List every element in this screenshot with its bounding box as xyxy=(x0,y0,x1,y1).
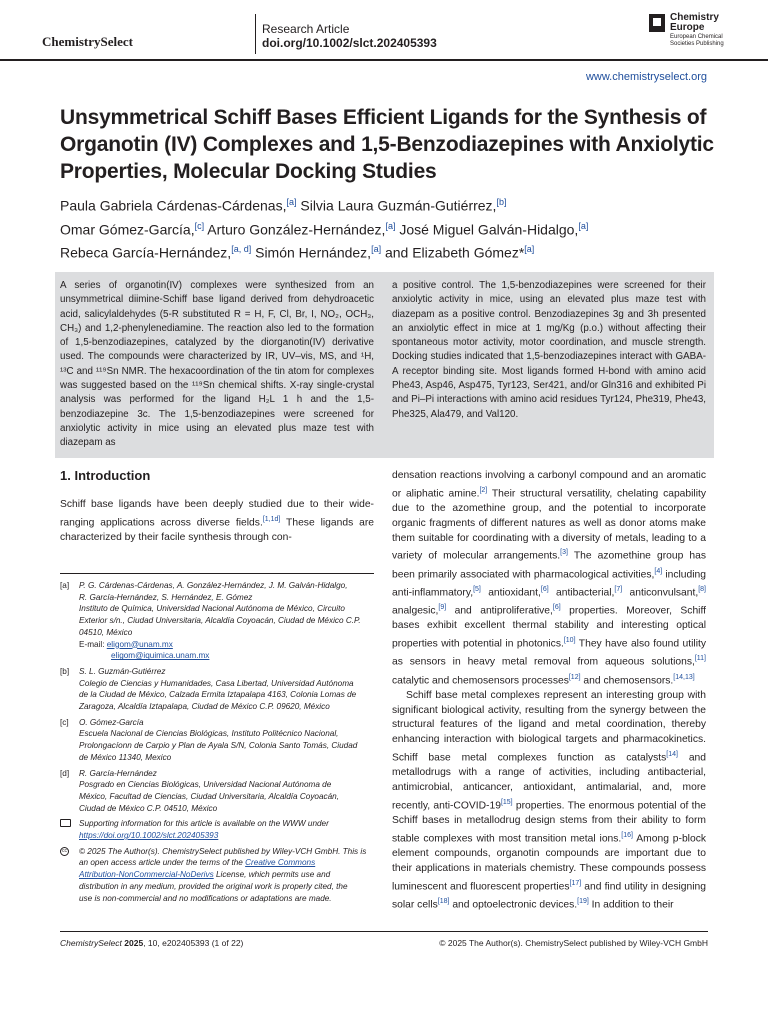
email-link[interactable]: eligom@iquimica.unam.mx xyxy=(111,651,210,661)
article-type: Research Article xyxy=(262,22,350,36)
creative-commons-icon: cc xyxy=(62,847,67,854)
section-heading-introduction: 1. Introduction xyxy=(60,468,151,483)
footer-rule xyxy=(60,931,708,932)
citation[interactable]: [5] xyxy=(473,585,481,593)
license-note: cc © 2025 The Author(s). ChemistrySelect published by Wiley-VCH GmbH. This is an open access article under the terms of the Creative Commons Attribution-NonCommercial-NoDerivs License, which permits use and distribution in any medium, provided the original work is properly cited, the use is non-commercial and no modifications or adaptations are made. xyxy=(62,846,367,903)
publisher-name: Chemistry Europe xyxy=(670,12,719,33)
affiliation-ref[interactable]: [a] xyxy=(578,220,589,231)
author-name: and Elizabeth Gómez* xyxy=(384,244,525,261)
citation[interactable]: [14,13] xyxy=(673,673,695,681)
affiliation-ref[interactable]: [a] xyxy=(371,244,382,255)
affiliation-label: [c] xyxy=(60,717,69,727)
footnote-rule xyxy=(60,573,374,574)
intro-right-column xyxy=(392,469,706,913)
abstract-right-column: a positive control. The 1,5-benzodiazepines were screened for their anxiolytic activity in mice, using an elevated plus maze test with diazepam as a positive control. Benzodiazepines 3g and 3h presented an anxiolytic effect in mice at 1 mg/Kg (p.o.) without affecting their spontaneous motor activity, motor coordination, and muscle strength. Docking studies indicated that 1,5-benzodiazepines interact with GABA-A receptor binding site. Most ligands formed H-bond with amino acid Phe43, Asp46, Asp475, Tyr123, Ser421, and/or Gln316 and exhibited Pi and Pi–Pi interactions with amino acid residues Tyr124, Phe319, Phe43, Phe325, Ala479, and Val120. xyxy=(392,280,706,420)
author-name: Silvia Laura Guzmán-Gutiérrez, xyxy=(300,197,497,214)
citation[interactable]: [16] xyxy=(621,831,633,839)
affiliation-ref[interactable]: [a, d] xyxy=(231,244,252,255)
doi-link[interactable]: doi.org/10.1002/slct.202405393 xyxy=(262,36,437,50)
journal-name: ChemistrySelect xyxy=(42,34,133,49)
citation[interactable]: [12] xyxy=(568,673,581,681)
author-name: Omar Gómez-García, xyxy=(60,221,195,238)
citation[interactable]: [15] xyxy=(500,798,513,806)
citation[interactable]: [9] xyxy=(438,604,447,612)
header-divider xyxy=(255,14,256,54)
footnotes xyxy=(60,580,378,908)
citation[interactable]: [1,1d] xyxy=(262,515,281,523)
affiliation-ref[interactable]: [a] xyxy=(385,220,396,231)
citation[interactable]: [19] xyxy=(577,897,589,905)
affiliation-b: [b] S. L. Guzmán-Gutiérrez Colegio de Ciencias y Humanidades, Casa Libertad, Universidad Autónoma de la Ciudad de México, Calzada Ermita Iztapalapa 4163, Colonia Lomas de Zaragoza, Alcaldía Iztapalapa, Ciudad de México C.P. 09620, México xyxy=(60,666,357,712)
citation[interactable]: [10] xyxy=(563,637,576,645)
citation[interactable]: [6] xyxy=(552,604,561,612)
computer-icon xyxy=(60,819,71,827)
author-name: Arturo González-Hernández, xyxy=(207,221,386,238)
author-name: Rebeca García-Hernández, xyxy=(60,244,232,261)
supporting-info-link[interactable]: https://doi.org/10.1002/slct.202405393 xyxy=(79,831,219,841)
citation[interactable]: [17] xyxy=(569,879,582,887)
supporting-info-note: Supporting information for this article is available on the WWW under https://doi.org/10.1002/slct.202405393 xyxy=(60,818,378,841)
author-list xyxy=(60,192,720,263)
author-name: Paula Gabriela Cárdenas-Cárdenas, xyxy=(60,197,287,214)
intro-paragraph: Schiff base ligands have been deeply studied due to their wide-ranging applications across diverse fields.[1,1d] These ligands are characterized by their facile synthesis through con- xyxy=(60,499,375,544)
affiliation-label: [d] xyxy=(60,768,70,778)
citation[interactable]: [14] xyxy=(666,750,678,758)
article-title: Unsymmetrical Schiff Bases Efficient Ligands for the Synthesis of Organotin (IV) Complexes and 1,5-Benzodiazepines with Anxiolytic Properties, Molecular Docking Studies xyxy=(60,106,714,183)
intro-paragraph: Schiff base metal complexes represent an interesting group with significant biological activity, resulting from the synergy between the structural features of the ligand and metal coordination, thereby enhancing interaction with biological targets and pharmacokinetics. Schiff base metal complexes function as catalysts[14] and metallodrugs with a range of activities, including antibacterial, antimicrobial, anticancer, antioxidant, antimalarial, and, more recently, anti-COVID-19[15] properties. The enormous potential of the Schiff bases in metallodrug design stems from their ability to form stable complexes with most transition metal ions.[16] Among p-block element compounds, organotin compounds are important due to their applications in materials chemistry. These compounds possess luminescent and fluorescent properties[17] and find utility in designing solar cells[18] and optoelectronic devices.[19] In addition to their xyxy=(392,689,706,911)
journal-website-link[interactable]: www.chemistryselect.org xyxy=(585,71,707,83)
affiliation-c: [c] O. Gómez-García Escuela Nacional de Ciencias Biológicas, Instituto Politécnico Nacional, Prolongacíonn de Carpio y Plan de Ayala S/N, Colonia Santo Tomás, Ciudad de México 11340, Mexico xyxy=(60,717,358,762)
citation[interactable]: [4] xyxy=(654,567,663,575)
page-header xyxy=(0,0,768,62)
header-rule xyxy=(0,59,768,61)
citation[interactable]: [3] xyxy=(560,549,568,557)
author-name: Simón Hernández, xyxy=(255,244,372,261)
affiliation-a: [a] P. G. Cárdenas-Cárdenas, A. González-Hernández, J. M. Galván-Hidalgo, R. García-Hernández, S. Hernández, E. Gómez Instituto de Química, Universidad Nacional Autónoma de México, Circuito Exterior s/n., Ciudad Universitaria, Alcaldía Coyoacán, Ciudad de México C.P. 04510, México E-mail: eligom@unam.mx eligom@iquimica.unam.mx xyxy=(60,581,361,661)
citation[interactable]: [7] xyxy=(614,585,623,593)
affiliation-label: [b] xyxy=(60,666,70,676)
publisher-subtitle: European Chemical Societies Publishing xyxy=(670,34,724,47)
affiliation-ref[interactable]: [a] xyxy=(286,197,297,207)
intro-paragraph: densation reactions involving a carbonyl compound and an aromatic or aliphatic amine.[2] Their structural versatility, chelating capability due to the azomethine group, and the potential to incorporate organic fragments of different natures as well as donor atoms make them suitable for coordinating with a diversity of metals, leading to a variety of molecular arrangements.[3] The azomethine group has been primarily associated with pharmacological activities,[4] including anti-inflammatory,[5] antioxidant,[6] antibacterial,[7] anticonvulsant,[8] analgesic,[9] and antiproliferative,[6] properties. Moreover, Schiff bases exhibit excellent thermal stability and interesting optical properties with potential in photonics.[10] They have also found utility as sensors in heavy metal removal from aqueous solutions,[11] catalytic and chemosensors processes[12] and chemosensors.[14,13] xyxy=(392,470,706,686)
affiliation-ref[interactable]: [c] xyxy=(194,220,205,231)
intro-left-column xyxy=(60,498,374,546)
footer-citation: ChemistrySelect 2025, 10, e202405393 (1 of 22) xyxy=(60,938,244,948)
footer-copyright: © 2025 The Author(s). ChemistrySelect published by Wiley-VCH GmbH xyxy=(439,938,708,948)
abstract-left-column: A series of organotin(IV) complexes were synthesized from an unsymmetrical diimine-Schiff base ligand derived from dehydroacetic acid, salicylaldehydes (5-R substituted R = H, F, Cl, Br, I, NO₂, OCH₃, CH₃) and 1,2-phenylenediamine. The reaction also led to the formation of 1,5-benzodiazepines, catalyzed by the diorganotin(IV) derivative used. The compounds were characterized by IR, UV–vis, MS, and ¹H, ¹³C and ¹¹⁹Sn NMR. The hexacoordination of the tin atom for complexes was suggested based on the ¹¹⁹Sn chemical shifts. X-ray single-crystal analysis was performed for the ligand H₂L 1 h and the 1,5-benzodiazepine 3c. The 1,5-benzodiazepines were screened for anxiolytic activity in mice using an elevated plus maze test with diazepam as xyxy=(60,280,374,449)
license-link[interactable]: Attribution-NonCommercial-NoDerivs xyxy=(79,870,214,880)
citation[interactable]: [2] xyxy=(479,486,488,494)
affiliation-ref[interactable]: [b] xyxy=(496,197,507,207)
author-name: José Miguel Galván-Hidalgo, xyxy=(399,221,579,238)
chemistry-europe-logo-icon xyxy=(649,14,665,32)
creative-commons-link[interactable]: Creative Commons xyxy=(245,858,316,868)
citation[interactable]: [18] xyxy=(437,897,450,905)
affiliation-d: [d] R. García-Hernández Posgrado en Ciencias Biológicas, Universidad Nacional Autónoma de México, Facultad de Ciencias, Ciudad Universitaria, Alcaldía Coyoacán, Ciudad de México C.P. 04510, México xyxy=(60,768,340,813)
citation[interactable]: [6] xyxy=(540,585,549,593)
affiliation-label: [a] xyxy=(60,581,70,590)
citation[interactable]: [11] xyxy=(694,655,706,663)
affiliation-ref[interactable]: [a] xyxy=(524,244,535,255)
citation[interactable]: [8] xyxy=(698,585,706,593)
email-link[interactable]: eligom@unam.mx xyxy=(106,639,173,649)
